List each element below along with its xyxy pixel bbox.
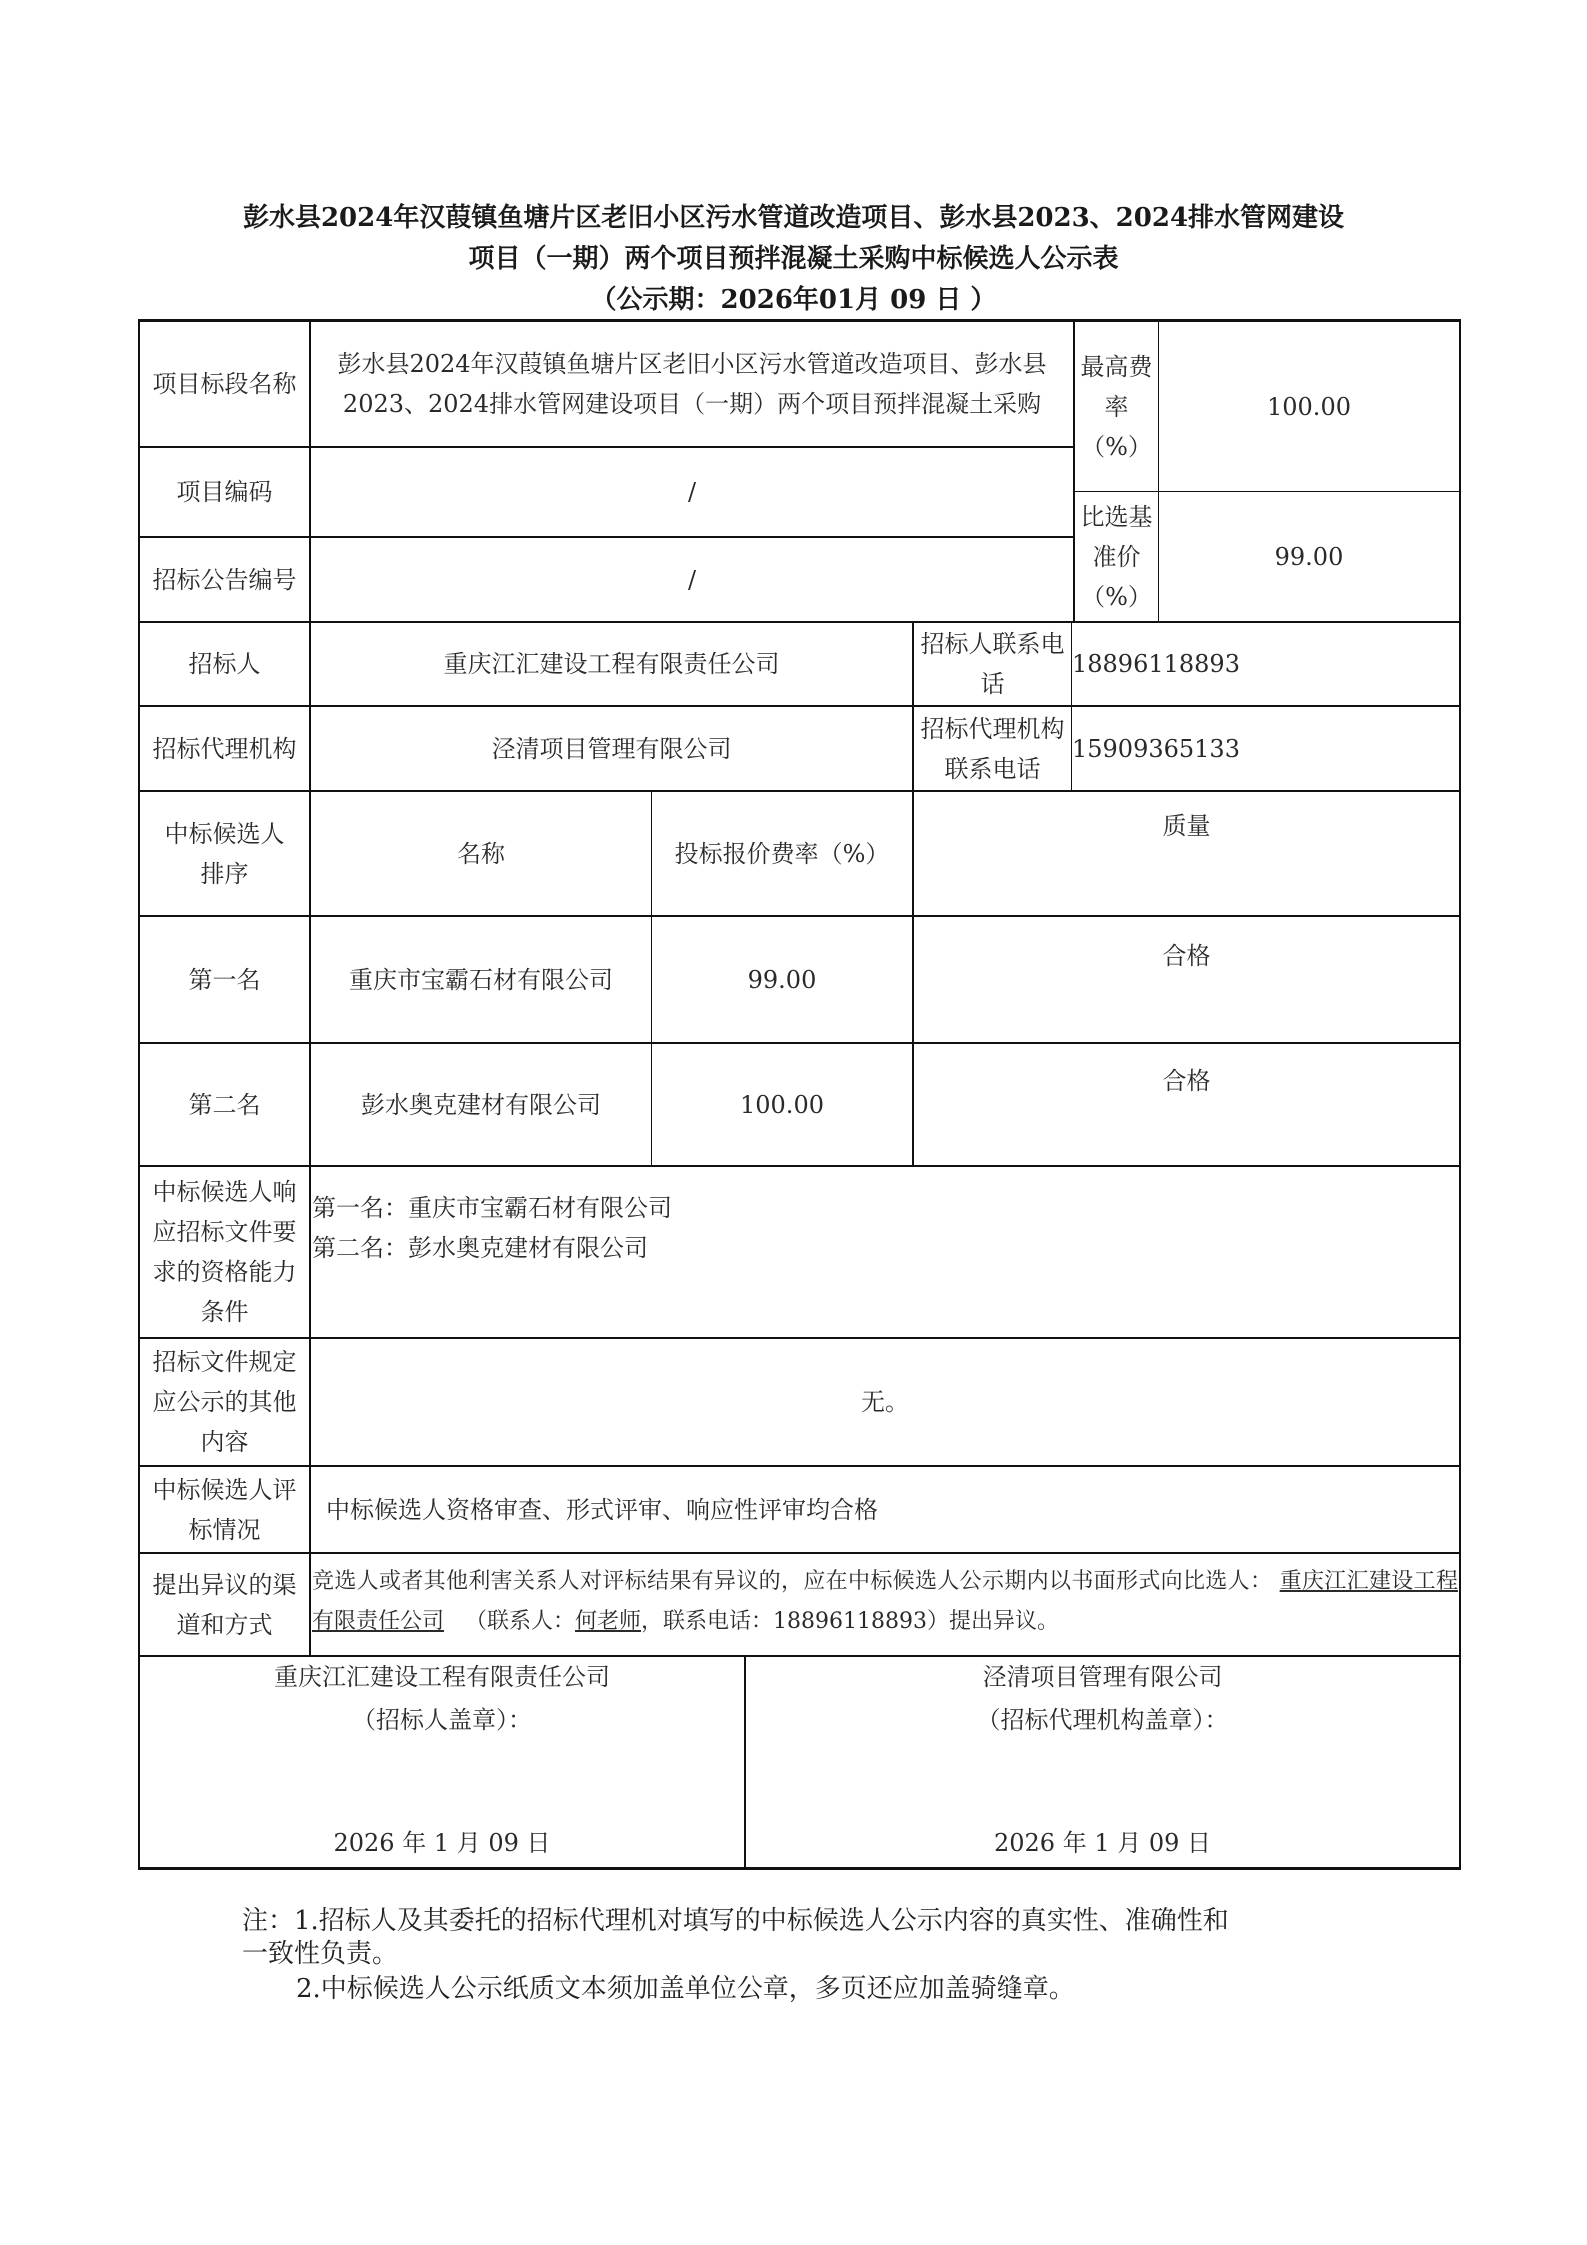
evaluation-value: 中标候选人资格审查、形式评审、响应性评审均合格: [326, 1495, 878, 1524]
qualification-line-1: 第一名：重庆市宝霸石材有限公司: [312, 1194, 672, 1222]
note-line-3: 2.中标候选人公示纸质文本须加盖单位公章，多页还应加盖骑缝章。: [296, 1974, 1075, 2004]
objection-contact: 何老师: [575, 1609, 642, 1634]
note-line-1: 注：1.招标人及其委托的招标代理机对填写的中标候选人公示内容的真实性、准确性和: [242, 1906, 1229, 1936]
tenderer-value: 重庆江汇建设工程有限责任公司: [443, 650, 780, 678]
objection-text-3: ，联系电话：18896118893）提出异议。: [641, 1609, 1059, 1634]
doc-title-period: （公示期：2026年01月 09 日 ）: [590, 285, 997, 315]
candidate-rate-header: 投标报价费率（%）: [674, 839, 890, 868]
notice-no-value: /: [687, 565, 697, 594]
other-content-label: 招标文件规定应公示的其他内容: [152, 1348, 297, 1456]
candidate-quality: 合格: [1162, 1067, 1211, 1095]
candidate-rank: 第二名: [188, 1090, 261, 1119]
candidate-name: 重庆市宝霸石材有限公司: [349, 965, 613, 994]
objection-text: [312, 1562, 1458, 1642]
seal-right-company: 泾清项目管理有限公司: [982, 1663, 1223, 1691]
project-name-label: 项目标段名称: [152, 370, 297, 398]
project-code-value: /: [687, 478, 697, 506]
seal-left-role: （招标人盖章）：: [352, 1706, 532, 1734]
candidate-quality-header: 质量: [1162, 812, 1211, 840]
seal-right-date: 2026 年 1 月 09 日: [993, 1829, 1212, 1857]
notice-no-label: 招标公告编号: [152, 565, 297, 594]
tenderer-phone-value: 18896118893: [1072, 650, 1240, 678]
candidate-quality: 合格: [1162, 942, 1211, 970]
objection-text-2: （联系人：: [465, 1609, 576, 1634]
candidate-name: 彭水奥克建材有限公司: [361, 1090, 601, 1119]
base-price-value: 99.00: [1274, 542, 1344, 571]
qualification-label: 中标候选人响应招标文件要求的资格能力条件: [152, 1178, 297, 1326]
objection-company: 重庆江汇建设工程有限责任公司: [312, 1569, 1458, 1634]
objection-text-1: 竞选人或者其他利害关系人对评标结果有异议的，应在中标候选人公示期内以书面形式向比选人：: [312, 1569, 1273, 1594]
qualification-line-2: 第二名：彭水奥克建材有限公司: [312, 1234, 648, 1262]
agency-phone-label: 招标代理机构联系电话: [920, 714, 1065, 783]
seal-right-role: （招标代理机构盖章）：: [976, 1706, 1229, 1734]
agency-value: 泾清项目管理有限公司: [491, 734, 732, 763]
seal-left-company: 重庆江汇建设工程有限责任公司: [274, 1663, 610, 1691]
note-line-2: 一致性负责。: [242, 1939, 399, 1969]
max-rate-value: 100.00: [1267, 392, 1351, 421]
tenderer-label: 招标人: [188, 650, 261, 678]
other-content-value: 无。: [861, 1388, 909, 1416]
doc-title-line-2: 项目（一期）两个项目预拌混凝土采购中标候选人公示表: [468, 244, 1119, 274]
max-rate-label: 最高费率（%）: [1080, 352, 1153, 461]
objection-label: 提出异议的渠道和方式: [152, 1570, 297, 1639]
project-name-value: 彭水县2024年汉葭镇鱼塘片区老旧小区污水管道改造项目、彭水县2023、2024排水管网建设项目（一期）两个项目预拌混凝土采购: [337, 350, 1047, 418]
agency-phone-value: 15909365133: [1072, 734, 1240, 763]
seal-left-date: 2026 年 1 月 09 日: [333, 1829, 551, 1857]
evaluation-label: 中标候选人评标情况: [152, 1475, 297, 1544]
base-price-label: 比选基准价（%）: [1080, 502, 1153, 611]
tenderer-phone-label: 招标人联系电话: [920, 630, 1065, 698]
doc-title-line-1: 彭水县2024年汉葭镇鱼塘片区老旧小区污水管道改造项目、彭水县2023、2024排水管网建设: [242, 203, 1345, 233]
candidate-rate: 99.00: [747, 965, 817, 994]
candidate-rate: 100.00: [740, 1090, 824, 1119]
project-code-label: 项目编码: [176, 478, 273, 506]
candidate-name-header: 名称: [457, 839, 505, 868]
agency-label: 招标代理机构: [152, 734, 297, 763]
candidate-rank: 第一名: [188, 965, 261, 994]
candidate-rank-header: 中标候选人排序: [164, 819, 285, 888]
